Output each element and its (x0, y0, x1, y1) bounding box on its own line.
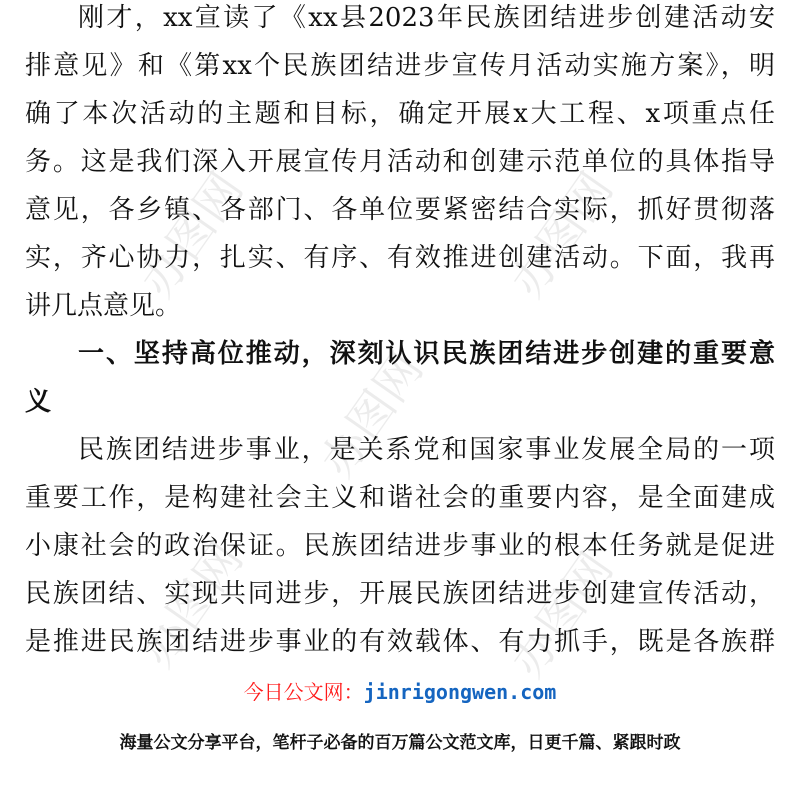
watermark: 办图网 (129, 532, 254, 677)
watermark: 办图网 (309, 342, 434, 487)
paragraph-line: 民族团结进步事业，是关系党和国家事业发展全局的一项 (78, 435, 775, 465)
paragraph-line: 小康社会的政治保证。民族团结进步事业的根本任务就是促进 (25, 531, 775, 561)
paragraph-line: 民族团结、实现共同进步，开展民族团结进步创建宣传活动， (25, 579, 775, 609)
site-name: 今日公文网： (243, 680, 364, 704)
paragraph-line: 意见，各乡镇、各部门、各单位要紧密结合实际，抓好贯彻落 (25, 195, 775, 225)
document-body (25, 0, 775, 666)
site-url-link[interactable]: jinrigongwen.com (363, 680, 557, 704)
paragraph-line: 是推进民族团结进步事业的有效载体、有力抓手，既是各族群 (25, 627, 775, 657)
paragraph-line: 重要工作，是构建社会主义和谐社会的重要内容，是全面建成 (25, 483, 775, 513)
site-banner (0, 676, 800, 705)
section-heading: 义 (25, 387, 52, 417)
paragraph-line: 排意见》和《第xx个民族团结进步宣传月活动实施方案》，明 (25, 51, 775, 81)
watermark: 办图网 (499, 162, 624, 307)
paragraph-line: 实，齐心协力，扎实、有序、有效推进创建活动。下面，我再 (25, 243, 775, 273)
paragraph-line: 确了本次活动的主题和目标，确定开展x大工程、x项重点任 (25, 99, 775, 129)
watermark: 办图网 (129, 162, 254, 307)
watermark: 办图网 (499, 542, 624, 687)
section-heading: 一、坚持高位推动，深刻认识民族团结进步创建的重要意 (78, 339, 775, 369)
paragraph-line: 讲几点意见。 (25, 291, 182, 321)
paragraph-line: 刚才，xx宣读了《xx县2023年民族团结进步创建活动安 (78, 3, 775, 33)
site-slogan: 海量公文分享平台，笔杆子必备的百万篇公文范文库，日更千篇、紧跟时政 (119, 733, 681, 753)
paragraph-line: 务。这是我们深入开展宣传月活动和创建示范单位的具体指导 (25, 147, 775, 177)
